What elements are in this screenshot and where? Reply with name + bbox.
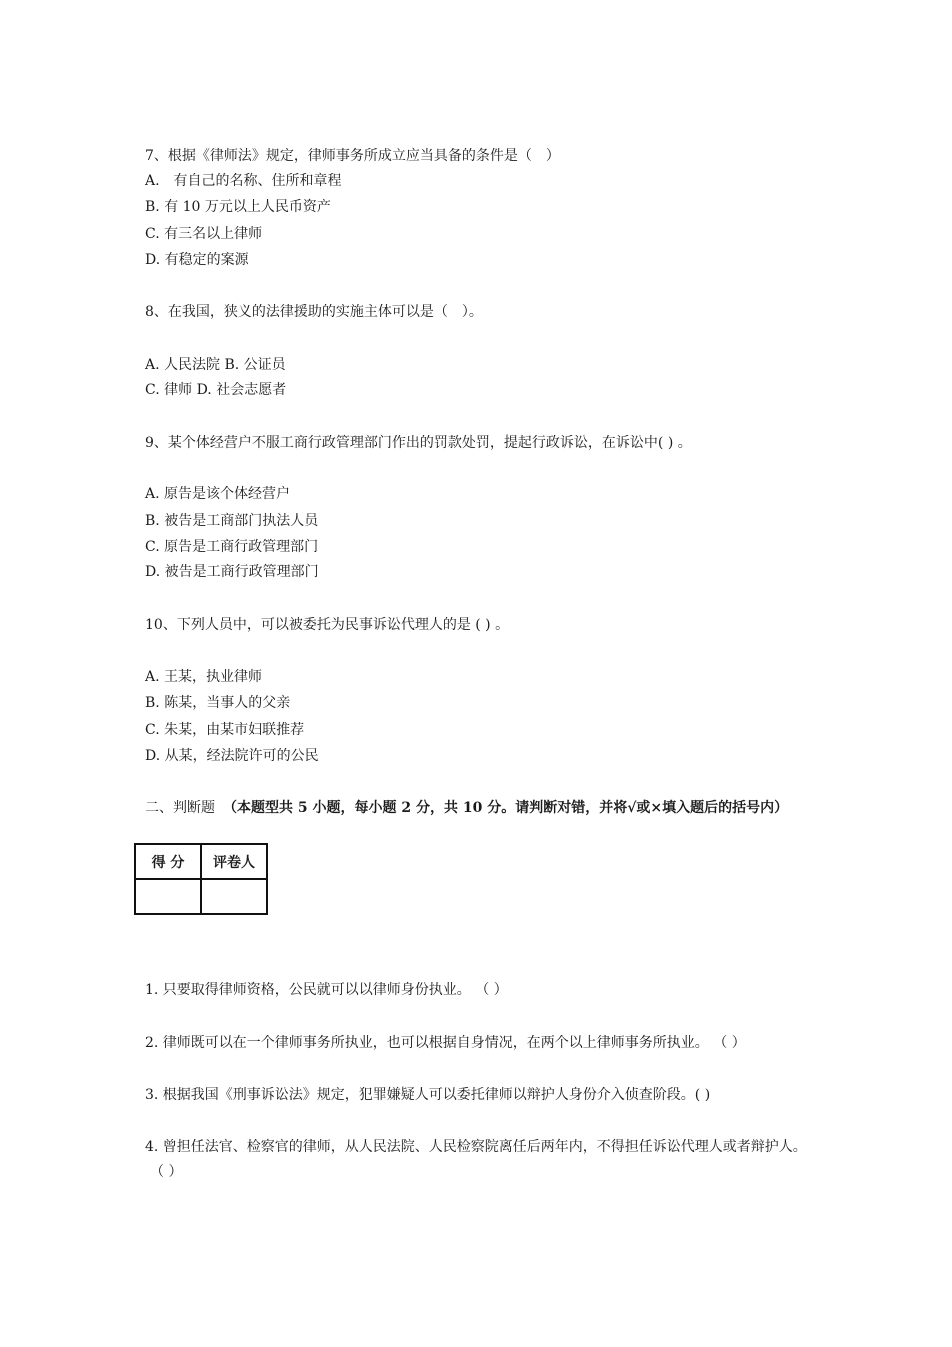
question-9-option-b: B. 被告是工商部门执法人员 [145, 513, 319, 529]
question-8-option-cd: C. 律师 D. 社会志愿者 [145, 382, 287, 398]
question-7-option-a: A. 有自己的名称、住所和章程 [145, 173, 342, 189]
question-7-stem: 7、根据《律师法》规定，律师事务所成立应当具备的条件是（ ） [145, 148, 560, 164]
score-table [134, 843, 268, 915]
section-2-title: 二、判断题 [145, 800, 215, 816]
question-9-option-d: D. 被告是工商行政管理部门 [145, 564, 319, 580]
judge-question-1: 1. 只要取得律师资格，公民就可以以律师身份执业。 （ ） [145, 982, 508, 998]
question-8-stem: 8、在我国，狭义的法律援助的实施主体可以是（ ）。 [145, 304, 483, 320]
question-9-stem: 9、某个体经营户不服工商行政管理部门作出的罚款处罚，提起行政诉讼，在诉讼中( ) 。 [145, 435, 692, 451]
question-8-option-ab: A. 人民法院 B. 公证员 [145, 357, 286, 373]
question-9-option-a: A. 原告是该个体经营户 [145, 486, 291, 502]
score-header: 得 分 [135, 844, 201, 879]
question-10-option-c: C. 朱某，由某市妇联推荐 [145, 722, 305, 738]
question-10-stem: 10、下列人员中，可以被委托为民事诉讼代理人的是 ( ) 。 [145, 617, 510, 633]
question-7-option-c: C. 有三名以上律师 [145, 226, 263, 242]
question-10-option-d: D. 从某，经法院许可的公民 [145, 748, 319, 764]
grader-header: 评卷人 [201, 844, 267, 879]
judge-question-4-bracket: （ ） [150, 1164, 183, 1180]
grader-cell [201, 879, 267, 914]
section-2-instruction: （本题型共 5 小题，每小题 2 分，共 10 分。请判断对错，并将√或×填入题后的括号内） [223, 800, 789, 816]
question-7-option-d: D. 有稳定的案源 [145, 252, 249, 268]
question-10-option-b: B. 陈某，当事人的父亲 [145, 695, 291, 711]
judge-question-2: 2. 律师既可以在一个律师事务所执业，也可以根据自身情况，在两个以上律师事务所执业。 （ ） [145, 1035, 746, 1051]
judge-question-3: 3. 根据我国《刑事诉讼法》规定，犯罪嫌疑人可以委托律师以辩护人身份介入侦查阶段。( ) [145, 1087, 711, 1103]
section-2-heading [145, 799, 788, 817]
score-cell [135, 879, 201, 914]
question-9-option-c: C. 原告是工商行政管理部门 [145, 539, 319, 555]
question-7-option-b: B. 有 10 万元以上人民币资产 [145, 199, 331, 215]
judge-question-4: 4. 曾担任法官、检察官的律师，从人民法院、人民检察院离任后两年内，不得担任诉讼代理人或者辩护人。 [145, 1139, 807, 1155]
question-10-option-a: A. 王某，执业律师 [145, 669, 263, 685]
